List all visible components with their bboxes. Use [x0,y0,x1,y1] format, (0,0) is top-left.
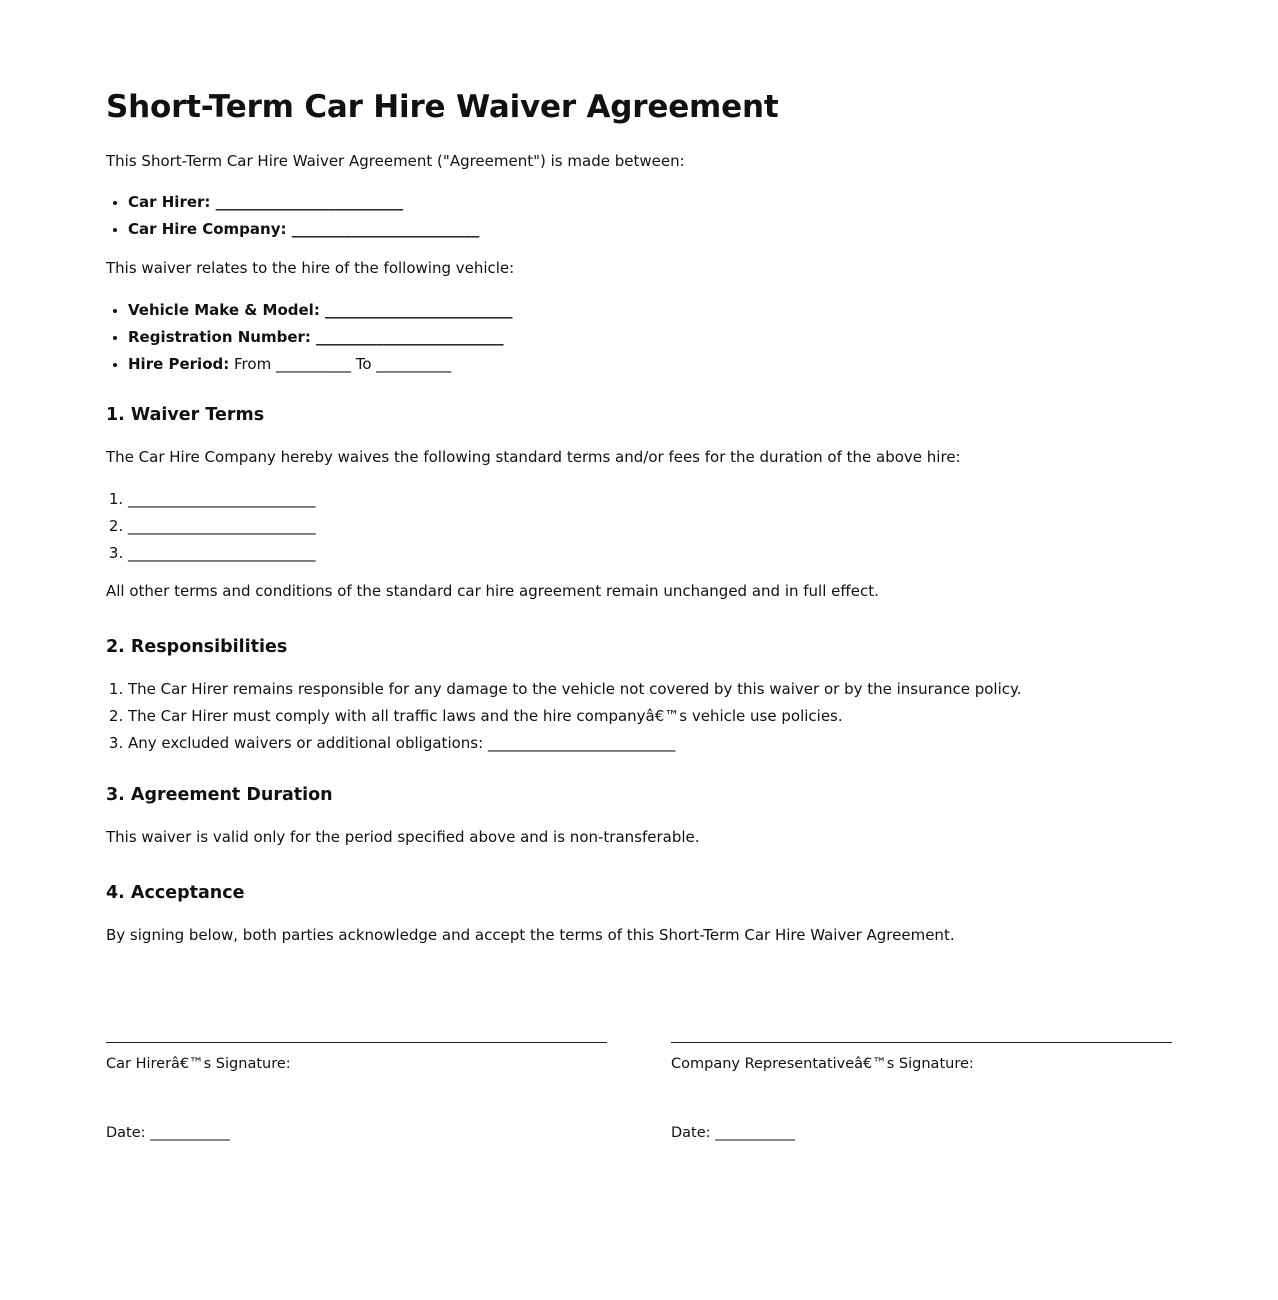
document-title: Short-Term Car Hire Waiver Agreement [106,89,779,125]
car-hire-company-blank: _________________________ [286,220,480,238]
intro-paragraph: This Short-Term Car Hire Waiver Agreement ("Agreement") is made between: [106,152,685,170]
waiver-term-item: 2. _________________________ [128,515,1172,537]
vehicle-intro-paragraph: This waiver relates to the hire of the following vehicle: [106,259,515,277]
section-heading-waiver-terms: 1. Waiver Terms [106,405,265,425]
responsibility-item: 1. The Car Hirer remains responsible for any damage to the vehicle not covered by this waiver or by the insurance policy. [128,678,1172,700]
vehicle-hire-period [128,353,1172,375]
party-car-hire-company [128,218,1172,240]
car-hirer-signature-label: Car Hirerâ€™s Signature: [106,1056,291,1072]
section-heading-acceptance: 4. Acceptance [106,883,245,903]
vehicle-make-model [128,299,1172,321]
car-hirer-blank: _________________________ [210,193,404,211]
car-hirer-date: Date: ___________ [106,1125,230,1141]
company-rep-signature-column [671,1042,1172,1144]
vehicle-label: Registration Number: [128,328,311,346]
hire-period-blank: From __________ To __________ [229,355,452,373]
waiver-terms-list [106,488,1172,564]
registration-blank: _________________________ [310,328,504,346]
parties-list [106,191,1172,240]
section-heading-responsibilities: 2. Responsibilities [106,637,288,657]
signature-block [106,1042,1172,1144]
company-rep-date: Date: ___________ [671,1125,795,1141]
responsibility-item: 2. The Car Hirer must comply with all traffic laws and the hire companyâ€™s vehicle use policies. [128,705,1172,727]
party-label: Car Hire Company: [128,220,287,238]
signature-line [671,1042,1172,1043]
waiver-terms-text: The Car Hire Company hereby waives the following standard terms and/or fees for the duration of the above hire: [106,448,961,466]
waiver-term-item: 1. _________________________ [128,488,1172,510]
responsibilities-list [106,678,1172,754]
section-heading-duration: 3. Agreement Duration [106,785,333,805]
vehicle-list [106,299,1172,375]
waiver-terms-closing: All other terms and conditions of the standard car hire agreement remain unchanged and in full effect. [106,582,879,600]
party-label: Car Hirer: [128,193,211,211]
responsibility-item: 3. Any excluded waivers or additional obligations: _________________________ [128,732,1172,754]
party-car-hirer [128,191,1172,213]
duration-text: This waiver is valid only for the period specified above and is non-transferable. [106,828,700,846]
signature-line [106,1042,607,1043]
vehicle-make-model-blank: _________________________ [319,301,513,319]
vehicle-label: Vehicle Make & Model: [128,301,320,319]
car-hirer-signature-column [106,1042,607,1144]
vehicle-registration [128,326,1172,348]
vehicle-label: Hire Period: [128,355,230,373]
waiver-term-item: 3. _________________________ [128,542,1172,564]
company-rep-signature-label: Company Representativeâ€™s Signature: [671,1056,974,1072]
acceptance-text: By signing below, both parties acknowledge and accept the terms of this Short-Term Car Hire Waiver Agreement. [106,926,955,944]
